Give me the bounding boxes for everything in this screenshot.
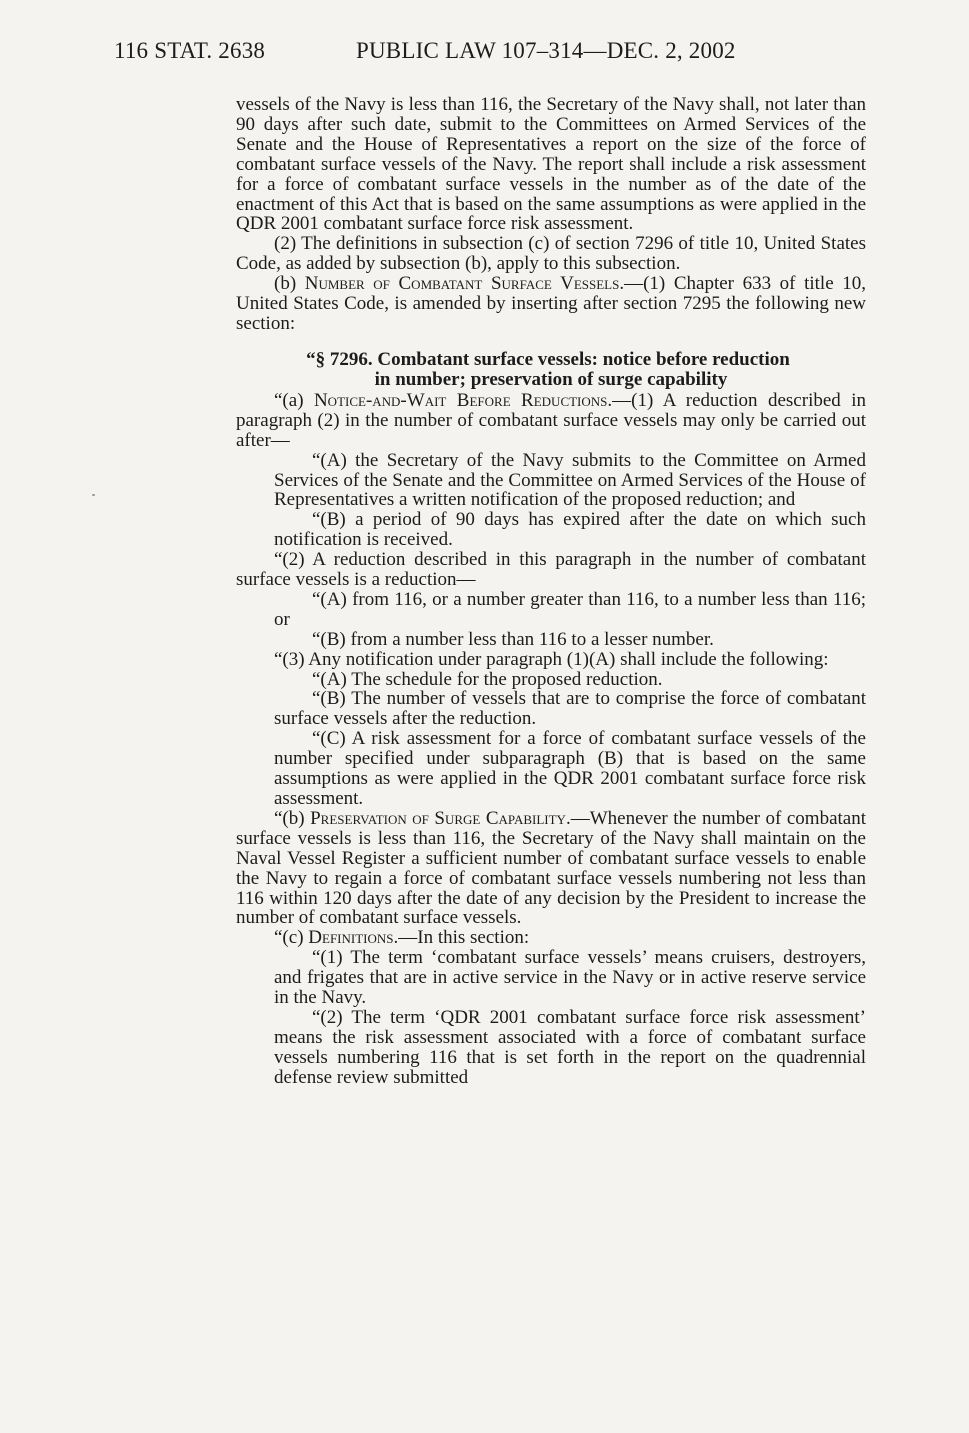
paragraph-text: “(2) A reduction described in this paragraph in the number of combatant surface vessels is a reduction— xyxy=(236,549,866,591)
document-body xyxy=(236,95,866,1088)
paragraph-text: “(A) from 116, or a number greater than 116, to a number less than 116; or xyxy=(274,588,866,630)
paragraph-text: “(A) the Secretary of the Navy submits to the Committee on Armed Services of the Senate and the Committee on Armed Services of the House of Representatives a written notification of the proposed reduction; and xyxy=(274,449,866,511)
paragraph-lead: “(b) xyxy=(274,807,311,829)
paragraph-text: “(B) from a number less than 116 to a lesser number. xyxy=(312,628,714,650)
paragraph-text: “(C) A risk assessment for a force of combatant surface vessels of the number specified under subparagraph (B) that is based on the same assumptions as were applied in the QDR 2001 combatant surface force risk assessment. xyxy=(274,728,866,809)
paragraph-lead: “(c) xyxy=(274,927,309,949)
paragraph-a-1-A xyxy=(236,451,866,511)
paragraph-a-3-C xyxy=(236,729,866,809)
paragraph-text: (2) The definitions in subsection (c) of section 7296 of title 10, United States Code, as added by subsection (b), apply to this subsection. xyxy=(236,233,866,275)
paragraph-continued xyxy=(236,95,866,234)
paragraph-caption: Definitions. xyxy=(308,927,399,949)
scan-speck xyxy=(92,494,95,496)
paragraph-text: “(2) The term ‘QDR 2001 combatant surface force risk assessment’ means the risk assessment associated with a force of combatant surface vessels numbering 116 that is set forth in the report on the quadrennial defense review submitted xyxy=(274,1006,866,1088)
paragraph-text: “(B) a period of 90 days has expired after the date on which such notification is received. xyxy=(274,509,866,551)
paragraph-text: —Whenever the number of combatant surface vessels is less than 116, the Secretary of the Navy shall maintain on the Naval Vessel Register a sufficient number of combatant surface vessels to enable the Navy to regain a force of combatant surface vessels numbering not less than 116 within 120 days after the date of any decision by the President to increase the number of combatant surface vessels. xyxy=(236,807,866,929)
paragraph-a-2-B xyxy=(236,630,866,650)
paragraph-text: vessels of the Navy is less than 116, the Secretary of the Navy shall, not later than 90 days after such date, submit to the Committees on Armed Services of the Senate and the House of Representatives a report on the size of the force of combatant surface vessels of the Navy. The report shall include a risk assessment for a force of combatant surface vessels in the number as of the date of the enactment of this Act that is based on the same assumptions as were applied in the QDR 2001 combatant surface force risk assessment. xyxy=(236,94,866,235)
section-title-line-2: in number; preservation of surge capability xyxy=(374,368,728,390)
paragraph-text: “(3) Any notification under paragraph (1)(A) shall include the following: xyxy=(274,648,829,670)
paragraph-caption: Notice-and-Wait Before Reductions. xyxy=(313,389,613,411)
paragraph-lead: (b) xyxy=(274,273,305,295)
paragraph-definitions-apply xyxy=(236,234,866,274)
paragraph-text: —In this section: xyxy=(398,927,530,949)
paragraph-a-2-A xyxy=(236,590,866,630)
paragraph-text: “(B) The number of vessels that are to comprise the force of combatant surface vessels after the reduction. xyxy=(274,688,866,730)
paragraph-a-2 xyxy=(236,550,866,590)
paragraph-definitions xyxy=(236,928,866,948)
section-number: “§ 7296. xyxy=(306,348,373,370)
paragraph-text: “(A) The schedule for the proposed reduction. xyxy=(312,668,663,690)
public-law-running-head: PUBLIC LAW 107–314—DEC. 2, 2002 xyxy=(356,38,736,63)
paragraph-caption: Number of Combatant Surface Vessels. xyxy=(304,273,625,295)
paragraph-surge-capability xyxy=(236,809,866,928)
section-heading xyxy=(236,350,866,390)
paragraph-notice-and-wait xyxy=(236,391,866,451)
paragraph-subsection-b xyxy=(236,274,866,334)
paragraph-lead: “(a) xyxy=(274,389,314,411)
paragraph-c-1 xyxy=(236,948,866,1008)
section-title-line-1: Combatant surface vessels: notice before reduction xyxy=(377,348,790,370)
paragraph-text: —(1) A reduction described in paragraph (2) in the number of combatant surface vessels may only be carried out after— xyxy=(236,389,866,451)
paragraph-text: “(1) The term ‘combatant surface vessels’ means cruisers, destroyers, and frigates that are in active service in the Navy or in active reserve service in the Navy. xyxy=(274,947,866,1009)
statute-page-number: 116 STAT. 2638 xyxy=(114,38,266,63)
paragraph-a-3-B xyxy=(236,689,866,729)
paragraph-a-3-A xyxy=(236,670,866,690)
paragraph-a-1-B xyxy=(236,510,866,550)
paragraph-a-3 xyxy=(236,650,866,670)
paragraph-text: —(1) Chapter 633 of title 10, United States Code, is amended by inserting after section 7295 the following new section: xyxy=(236,273,866,334)
paragraph-c-2 xyxy=(236,1008,866,1088)
paragraph-caption: Preservation of Surge Capability. xyxy=(310,807,571,829)
